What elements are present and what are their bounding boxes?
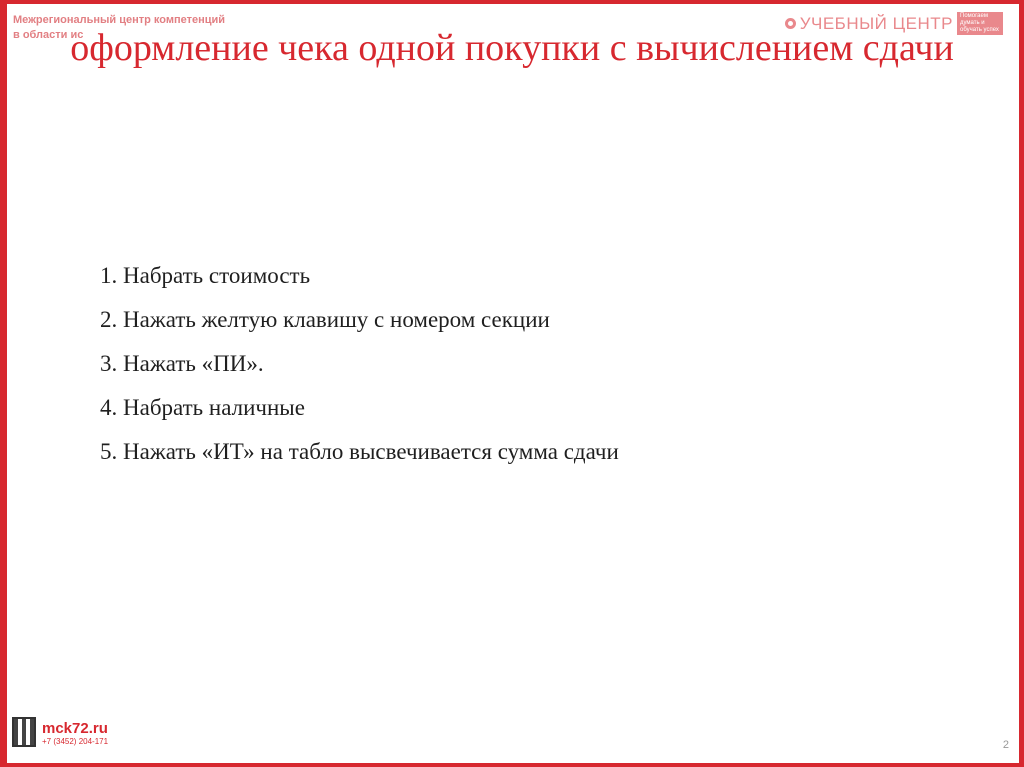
- step-item: 1. Набрать стоимость: [100, 263, 311, 288]
- brand-name: УЧЕБНЫЙ ЦЕНТР: [799, 13, 953, 33]
- step-item: 5. Нажать «ИТ» на табло высвечивается сумма сдачи: [100, 439, 619, 464]
- footer-phone: +7 (3452) 204-171: [42, 737, 109, 746]
- step-item: 4. Набрать наличные: [100, 395, 305, 420]
- qr-code-icon: [12, 717, 36, 747]
- footer-site[interactable]: mck72.ru: [42, 720, 108, 737]
- slide-title: оформление чека одной покупки с вычислением сдачи: [70, 27, 954, 69]
- footer: [12, 717, 108, 747]
- steps-list: [100, 254, 619, 474]
- page-number: 2: [1002, 739, 1009, 751]
- step-item: 2. Нажать желтую клавишу с номером секции: [100, 307, 550, 332]
- org-line-1: Межрегиональный центр компетенций: [13, 14, 226, 26]
- brand-tag: Помогаем думать и обучать успех: [957, 12, 1003, 35]
- step-item: 3. Нажать «ПИ».: [100, 351, 264, 376]
- org-line-2: в области ис: [13, 29, 84, 41]
